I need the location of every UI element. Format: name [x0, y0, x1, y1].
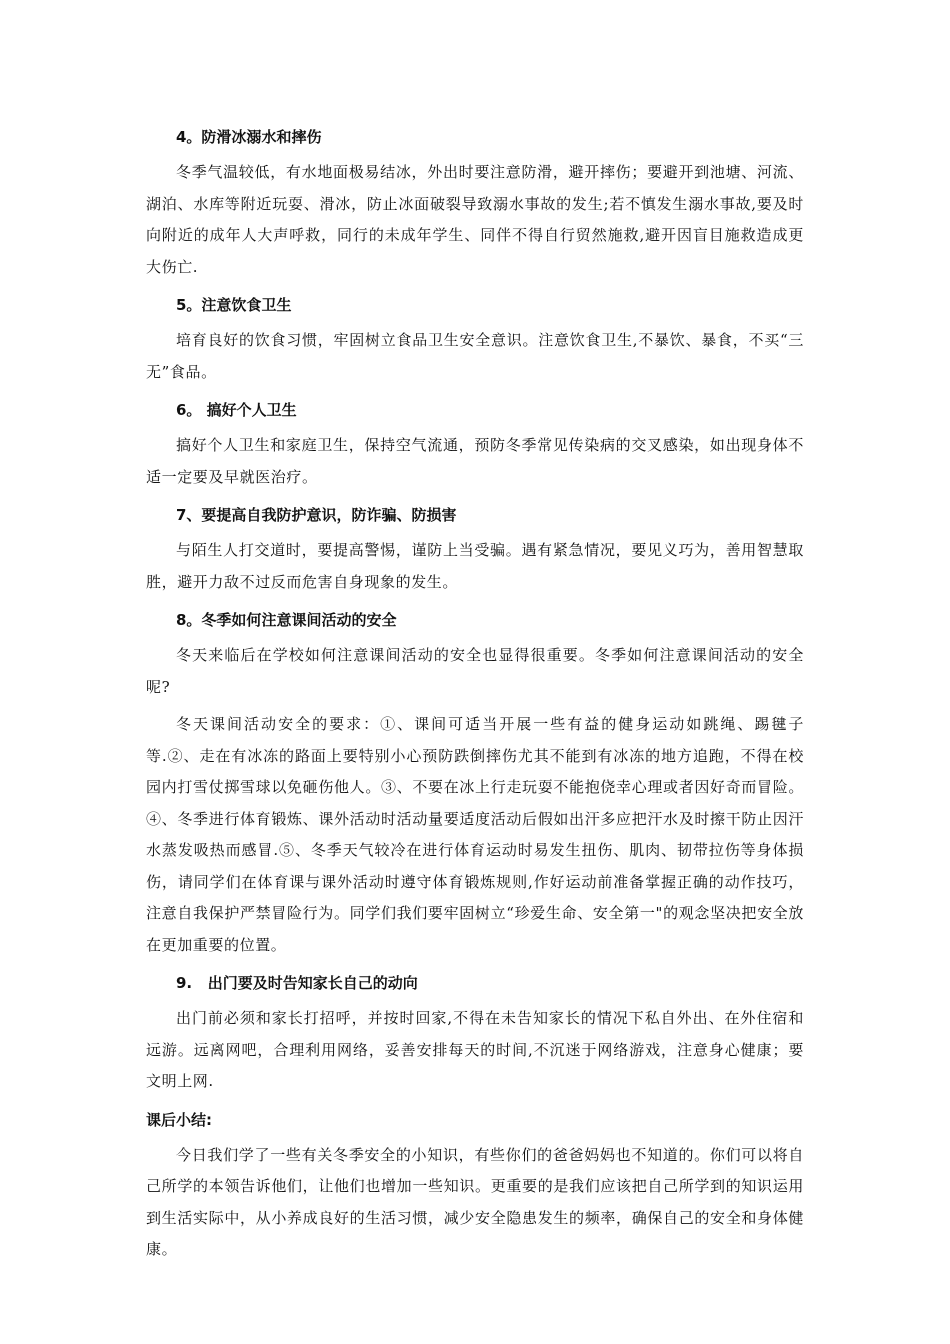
section-heading: 7、要提高自我防护意识，防诈骗、防损害 — [176, 506, 457, 524]
section-heading: 5。注意饮食卫生 — [176, 296, 292, 314]
section-paragraph: 出门前必须和家长打招呼，并按时回家,不得在未告知家长的情况下私自外出、在外住宿和远游。远离网吧，合理利用网络，妥善安排每天的时间,不沉迷于网络游戏，注意身心健康；要文明上网. — [146, 1009, 804, 1090]
section-heading: 9. 出门要及时告知家长自己的动向 — [176, 974, 418, 992]
section-paragraph: 冬天来临后在学校如何注意课间活动的安全也显得很重要。冬季如何注意课间活动的安全呢? — [146, 646, 804, 696]
summary-section — [146, 1104, 804, 1266]
section-heading: 6。 搞好个人卫生 — [176, 401, 297, 419]
section-8 — [146, 604, 804, 961]
section-paragraph: 与陌生人打交道时，要提高警惕，谨防上当受骗。遇有紧急情况，要见义巧为，善用智慧取胜，避开力敌不过反而危害自身现象的发生。 — [146, 541, 804, 591]
summary-paragraph: 今日我们学了一些有关冬季安全的小知识，有些你们的爸爸妈妈也不知道的。你们可以将自己所学的本领告诉他们，让他们也增加一些知识。更重要的是我们应该把自己所学到的知识运用到生活实际中，从小养成良好的生活习惯，减少安全隐患发生的频率，确保自己的安全和身体健康。 — [146, 1145, 804, 1258]
summary-heading: 课后小结: — [146, 1110, 212, 1129]
section-paragraph: 冬天课间活动安全的要求：①、课间可适当开展一些有益的健身运动如跳绳、踢毽子等.②、走在有冰冻的路面上要特别小心预防跌倒摔伤尤其不能到有冰冻的地方追跑，不得在校园内打雪仗掷雪球以免砸伤他人。③、不要在冰上行走玩耍不能抱侥幸心理或者因好奇而冒险。 ④、冬季进行体育锻炼、课外活动时活动量要适度活动后假如出汗多应把汗水及时擦干防止因汗水蒸发吸热而感冒.⑤、冬季天气较冷在进行体育运动时易发生扭伤、肌肉、韧带拉伤等身体损伤，请同学们在体育课与课外活动时遵守体育锻炼规则,作好运动前准备掌握正确的动作技巧，注意自我保护严禁冒险行为。同学们我们要牢固树立“珍爱生命、安全第一"的观念坚决把安全放在更加重要的位置。 — [146, 715, 804, 954]
section-5 — [146, 289, 804, 388]
section-6 — [146, 394, 804, 493]
section-4 — [146, 121, 804, 283]
section-paragraph: 搞好个人卫生和家庭卫生，保持空气流通，预防冬季常见传染病的交叉感染，如出现身体不适一定要及早就医治疗。 — [146, 436, 804, 486]
section-7 — [146, 499, 804, 598]
section-paragraph: 冬季气温较低，有水地面极易结冰，外出时要注意防滑，避开摔伤；要避开到池塘、河流、湖泊、水库等附近玩耍、滑冰，防止冰面破裂导致溺水事故的发生;若不慎发生溺水事故,要及时向附近的成年人大声呼救，同行的未成年学生、同伴不得自行贸然施救,避开因盲目施救造成更大伤亡. — [146, 163, 804, 276]
section-paragraph: 培育良好的饮食习惯，牢固树立食品卫生安全意识。注意饮食卫生,不暴饮、暴食，不买“三无”食品。 — [146, 331, 804, 381]
document-page — [146, 121, 804, 1272]
section-9 — [146, 967, 804, 1098]
section-heading: 8。冬季如何注意课间活动的安全 — [176, 611, 397, 629]
section-heading: 4。防滑冰溺水和摔伤 — [176, 128, 322, 146]
